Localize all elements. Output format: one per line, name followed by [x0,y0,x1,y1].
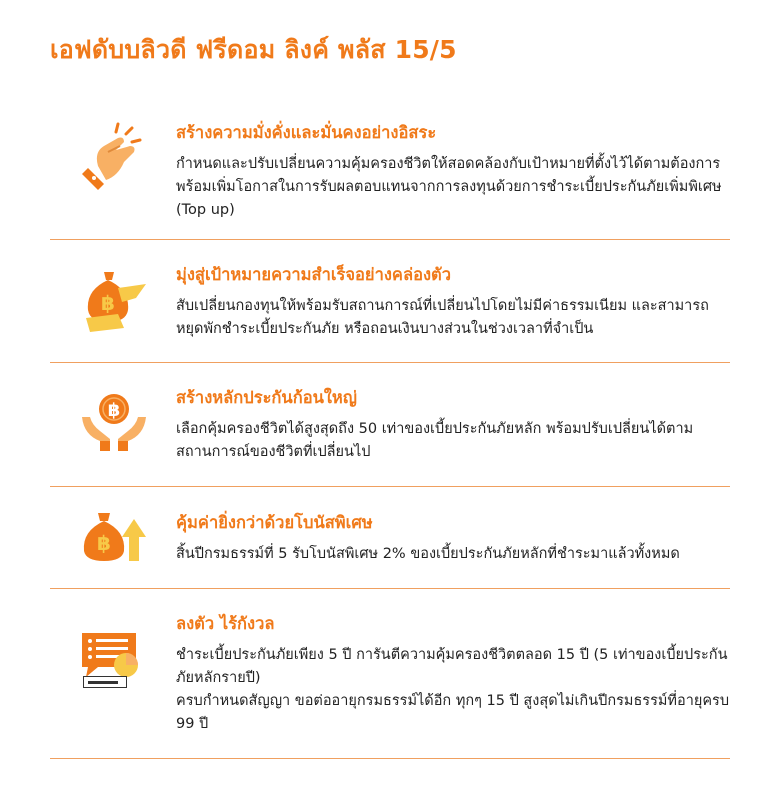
feature-heading: มุ่งสู่เป้าหมายความสำเร็จอย่างคล่องตัว [176,265,452,284]
feature-heading: สร้างหลักประกันก้อนใหญ่ [176,388,357,407]
feature-body [176,644,730,736]
feature-text [176,385,730,464]
document-chart-icon [78,629,150,701]
page-title: เอฟดับบลิวดี ฟรีดอม ลิงค์ พลัส 15/5 [50,35,457,64]
feature-body [176,418,730,464]
svg-text:฿: ฿ [101,291,115,315]
feature-text [176,611,730,736]
snap-fingers-icon [78,122,150,194]
svg-text:฿: ฿ [97,531,111,555]
feature-text [176,120,730,222]
feature-goal [50,240,730,363]
feature-line: สิ้นปีกรมธรรม์ที่ 5 รับโบนัสพิเศษ 2% ของเบี้ยประกันภัยหลักที่ชำระมาแล้วทั้งหมด [176,546,680,562]
feature-body [176,295,730,341]
feature-text [176,262,730,341]
feature-wealth [50,100,730,240]
feature-line: ชำระเบี้ยประกันภัยเพียง 5 ปี การันตีความคุ้มครองชีวิตตลอด 15 ปี (5 เท่าของเบี้ยประกันภัยหลักรายปี) [176,647,728,686]
feature-body [176,543,730,566]
feature-text [176,510,730,566]
feature-line: สับเปลี่ยนกองทุนให้พร้อมรับสถานการณ์ที่เปลี่ยนไปโดยไม่มีค่าธรรมเนียม และสามารถหยุดพักชำระเบี้ยประกันภัย หรือถอนเงินบางส่วนในช่วงเวลาที่จำเป็น [176,298,709,337]
svg-text:฿: ฿ [107,400,121,421]
feature-heading: คุ้มค่ายิ่งกว่าด้วยโบนัสพิเศษ [176,513,373,532]
feature-line: ครบกำหนดสัญญา ขอต่ออายุกรมธรรม์ได้อีก ทุกๆ 15 ปี สูงสุดไม่เกินปีกรมธรรม์ที่อายุครบ 99 ปี [176,693,730,732]
feature-body [176,153,730,222]
feature-line: กำหนดและปรับเปลี่ยนความคุ้มครองชีวิตให้สอดคล้องกับเป้าหมายที่ตั้งไว้ได้ตามต้องการ พร้อมเพิ่มโอกาสในการรับผลตอบแทนจากการลงทุนด้วยการชำระเบี้ยประกันภัยเพิ่มพิเศษ (Top up) [176,156,722,218]
feature-bonus [50,487,730,589]
feature-heading: สร้างความมั่งคั่งและมั่นคงอย่างอิสระ [176,123,437,142]
feature-security [50,363,730,487]
money-bag-flag-icon [78,268,150,340]
hands-coin-icon [78,387,150,459]
feature-heading: ลงตัว ไร้กังวล [176,614,275,633]
feature-line: เลือกคุ้มครองชีวิตได้สูงสุดถึง 50 เท่าของเบี้ยประกันภัยหลัก พร้อมปรับเปลี่ยนได้ตามสถานการณ์ของชีวิตที่เปลี่ยนไป [176,421,694,460]
money-bag-arrow-icon [78,509,150,581]
feature-carefree [50,589,730,759]
